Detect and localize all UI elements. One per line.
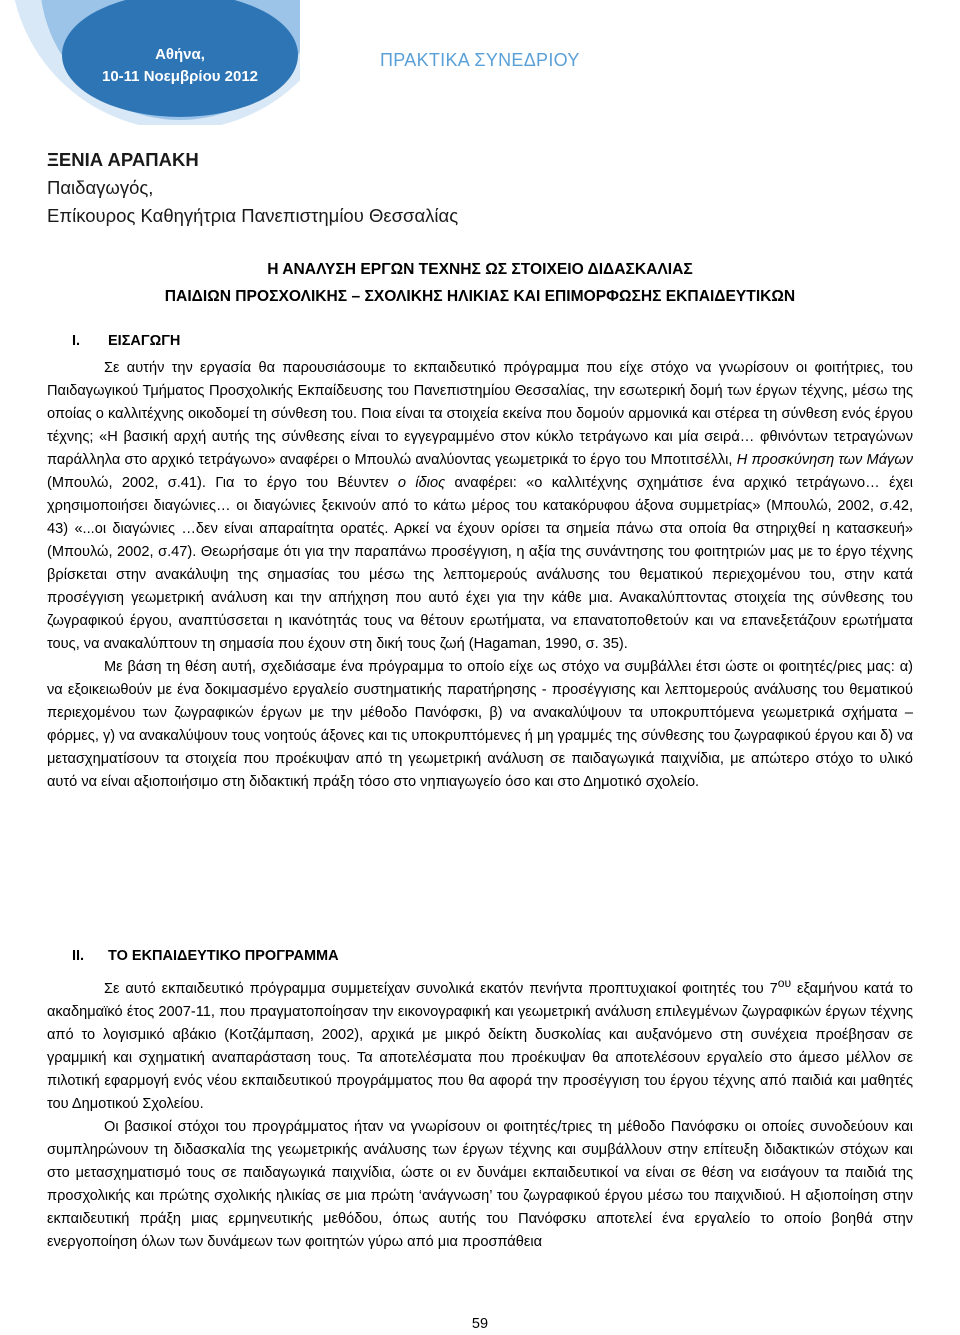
- section2-paragraph2: Οι βασικοί στόχοι του προγράμματος ήταν να γνωρίσουν οι φοιτητές/τριες τη μέθοδο Πανόφσκυ οι οποίες συνοδεύουν και συμπληρώνουν τη διδασκαλία της γεωμετρικής ανάλυσης των έργων τέχνης και συμβάλλουν στην επίτευξη διδακτικών στόχων και στο μετασχηματισμό τους σε παιδαγωγικά παιχνίδια, ώστε οι εν δυνάμει εκπαιδευτικοί να είναι σε θέση να εισάγουν τα παιδιά της προσχολικής και πρώτης σχολικής ηλικίας σε μια πρώτη ‘ανάγνωση’ του ζωγραφικού έργου μέσω του παιχνιδιού. Η αξιοποίηση στην εκπαιδευτική πράξη μιας ερμηνευτικής μεθόδου, όπως αυτής του Πανόφσκυ αποτελεί ένα εργαλείο το οποίο βοηθά στην ενεργοποίηση όλων των δυνάμεων των φοιτητών γύρω από μια προσπάθεια: [47, 1118, 913, 1250]
- section1-body: [47, 357, 913, 794]
- author-role: Παιδαγωγός,: [47, 177, 154, 198]
- semester-ordinal-suffix: ου: [777, 976, 792, 990]
- paper-title-line1: Η ΑΝΑΛΥΣΗ ΕΡΓΩΝ ΤΕΧΝΗΣ ΩΣ ΣΤΟΙΧΕΙΟ ΔΙΔΑΣΚΑΛΙΑΣ: [267, 261, 693, 278]
- page-number: 59: [471, 1316, 489, 1332]
- conference-city: Αθήνα,: [155, 46, 205, 63]
- section1-p1-text-b: (Μπουλώ, 2002, σ.41). Για το έργο του Βέυντεν: [47, 475, 398, 491]
- author-block: [47, 146, 458, 230]
- paper-title-line2: ΠΑΙΔΙΩΝ ΠΡΟΣΧΟΛΙΚΗΣ – ΣΧΟΛΙΚΗΣ ΗΛΙΚΙΑΣ ΚΑΙ ΕΠΙΜΟΡΦΩΣΗΣ ΕΚΠΑΙΔΕΥΤΙΚΩΝ: [164, 288, 796, 305]
- conference-dates: 10-11 Νοεμβρίου 2012: [101, 68, 259, 85]
- section1-title: ΕΙΣΑΓΩΓΗ: [108, 333, 181, 349]
- section2-body: [47, 972, 913, 1254]
- section2-p1-text-b: εξαμήνου κατά το ακαδημαϊκό έτος 2007-11, που πραγματοποίησαν την εικονογραφική και γεωμετρική ανάλυση επιλεγμένων ζωγραφικών έργων τέχνης από το λογισμικό αβάκιο (Κοτζάμπαση, 2002), αρχικά με μικρό δείκτη δυσκολίας και αυξανόμενο στη συνέχεια προέβησαν σε γραμμική και σχηματική αναπαράσταση τους. Τα αποτελέσματα που προέκυψαν θα αποτελέσουν εργαλείο στο άμεσο μέλλον σε πιλοτική εφαρμογή ενός νέου εκπαιδευτικού προγράμματος που θα αφορά την προσέγγιση του έργου τέχνης από παιδιά και μαθητές του Δημοτικού Σχολείου.: [47, 980, 913, 1112]
- section2-number: II.: [72, 948, 85, 964]
- section1-p1-text-c: αναφέρει: «ο καλλιτέχνης σχημάτισε ένα αρχικό τετράγωνο… έχει χρησιμοποιήσει διαγώνιες… οι διαγώνιες ξεκινούν από το κάτω μέρος του κατακόρυφου άξονα συμμετρίας» (Μπουλώ, 2002, σ.42, 43) «...οι διαγώνιες …δεν είναι απαραίτητα ορατές. Αρκεί να έχουν ορίσει τα σημεία πάνω στα οποία θα στηριχθεί η κατασκευή» (Μπουλώ, 2002, σ.47). Θεωρήσαμε ότι για την παραπάνω προσέγγιση, η αξία της συνάντησης του φοιτητριών μας με το έργο τέχνης βρίσκεται στην ανακάλυψη της σημασίας του μέσω της λεπτομερούς ανάλυσης του θεματικού περιεχομένου του, στην κατά προσέγγιση γεωμετρική ανάλυση και την απήχηση που αυτό έχει για την κάθε μια. Ανακαλύπτοντας στοιχεία της σύνθεσης του ζωγραφικού έργου, αναπτύσσεται η ικανότητάς τους να θέτουν ερωτήματα, να επανατοποθετούν και να επανεξετάζουν ερωτήματα τους, να ανακαλύπτουν τη σημασία που έχουν στη δική τους ζωή (Hagaman, 1990, σ. 35).: [47, 475, 913, 652]
- section2-title: ΤΟ ΕΚΠΑΙΔΕΥΤΙΚΟ ΠΡΟΓΡΑΜΜΑ: [108, 948, 339, 964]
- section2-p1-text-a: Σε αυτό εκπαιδευτικό πρόγραμμα συμμετείχαν συνολικά εκατόν πενήντα προπτυχιακοί φοιτητές του 7: [104, 980, 778, 997]
- section1-heading: [72, 333, 180, 349]
- paper-title: [47, 256, 913, 310]
- section1-p1-text-a: Σε αυτήν την εργασία θα παρουσιάσουμε το εκπαιδευτικό πρόγραμμα που είχε στόχο να γνωρίσουν οι φοιτήτριες, του Παιδαγωγικού Τμήματος Προσχολικής Εκπαίδευσης του Πανεπιστημίου Θεσσαλίας, την εσωτερική δομή των έργων τέχνης, μέσω της οποίας ο καλλιτέχνης οικοδομεί τη σύνθεση του. Ποια είναι τα στοιχεία εκείνα που δομούν αρμονικά και στέρεα τη σύνθεση ενός έργου τέχνης; «Η βασική αρχή αυτής της σύνθεσης είναι το εγγεγραμμένο στον κύκλο τετράγωνο και μία σειρά… φθινόντων τετραγώνων παράλληλα στο αρχικό τετράγωνο» αναφέρει ο Μπουλώ αναλύοντας γεωμετρικά το έργο του Μποτιτσέλλι,: [47, 360, 913, 468]
- section1-number: I.: [72, 333, 81, 349]
- section1-paragraph1: [47, 357, 913, 656]
- section2-heading: [72, 948, 339, 964]
- section2-paragraph1: [47, 972, 913, 1116]
- conference-date: [62, 44, 298, 88]
- artwork-author-reference: ο ίδιος: [397, 475, 446, 491]
- author-position: Επίκουρος Καθηγήτρια Πανεπιστημίου Θεσσαλίας: [47, 205, 459, 226]
- artwork-title-botticelli: Η προσκύνηση των Μάγων: [736, 452, 913, 468]
- proceedings-title: ΠΡΑΚΤΙΚΑ ΣΥΝΕΔΡΙΟΥ: [380, 50, 580, 70]
- section1-paragraph2: Με βάση τη θέση αυτή, σχεδιάσαμε ένα πρόγραμμα το οποίο είχε ως στόχο να συμβάλλει έτσι ώστε οι φοιτητές/ριες μας: α) να εξοικειωθούν με ένα δοκιμασμένο εργαλείο συστηματικής παρατήρησης - προσέγγισης και λεπτομερούς ανάλυσης του θεματικού περιεχομένου των ζωγραφικών έργων με την μέθοδο Πανόφσκι, β) να ανακαλύψουν τα υποκρυπτόμενα γεωμετρικά σχήματα – φόρμες, γ) να ανακαλύψουν τους νοητούς άξονες και τις υποκρυπτόμενες ή μη γραμμές της σύνθεσης του ζωγραφικού έργου και δ) να μετασχηματίσουν τα στοιχεία που προέκυψαν από τη γεωμετρική ανάλυση σε παιδαγωγικά παιχνίδια, με απώτερο στόχο το υλικό αυτό να είναι αξιοποιήσιμο στη διδακτική πράξη τόσο στο νηπιαγωγείο όσο και στο Δημοτικό σχολείο.: [47, 659, 913, 790]
- author-name: ΞΕΝΙΑ ΑΡΑΠΑΚΗ: [47, 149, 199, 170]
